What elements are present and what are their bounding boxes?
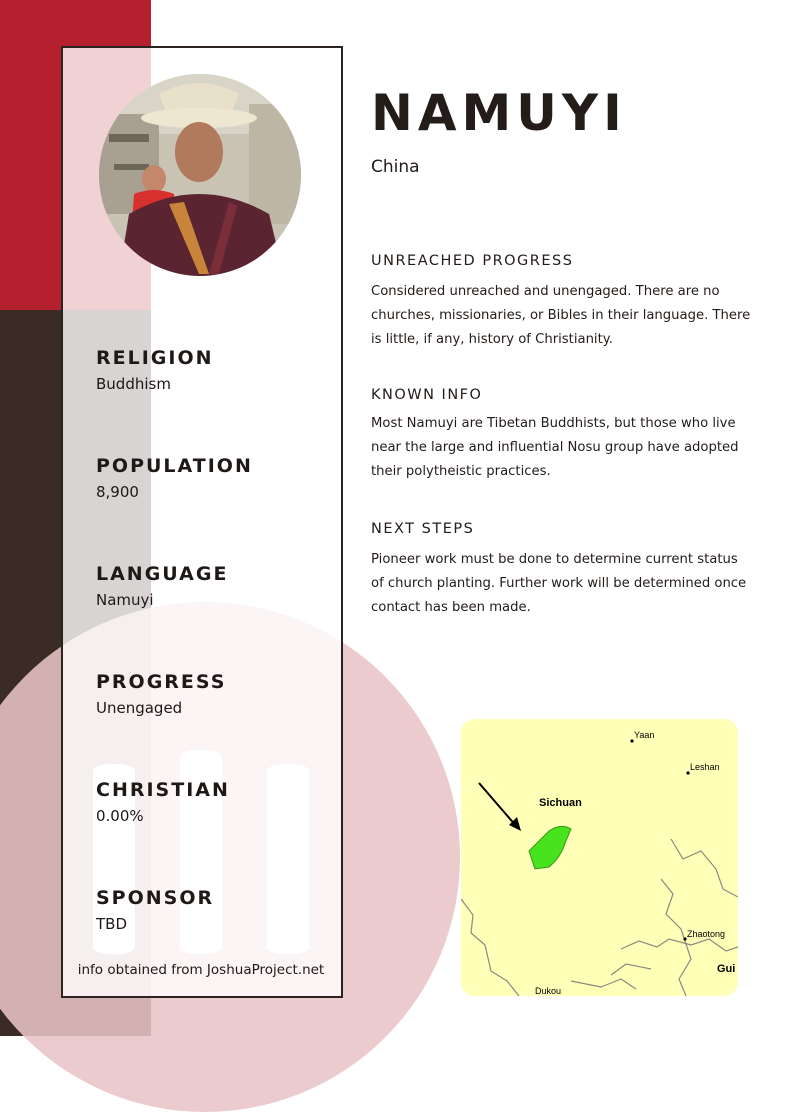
population-label: POPULATION	[96, 455, 253, 477]
country-label: China	[371, 157, 420, 177]
map-graphic	[461, 719, 738, 996]
religion-value: Buddhism	[96, 375, 171, 393]
map-label-dukou: Dukou	[535, 986, 562, 996]
known-info-heading: KNOWN INFO	[371, 387, 483, 403]
known-info-body: Most Namuyi are Tibetan Buddhists, but those who live near the large and influential Nosu group have adopted their polytheistic practices.	[371, 416, 739, 479]
progress-value: Unengaged	[96, 699, 183, 717]
christian-value: 0.00%	[96, 807, 144, 825]
map-label-yaan: Yaan	[634, 730, 655, 740]
sponsor-value: TBD	[96, 915, 128, 933]
next-steps-body: Pioneer work must be done to determine current status of church planting. Further work will be determined once contact has been made.	[371, 552, 747, 615]
map-label-gui: Gui	[717, 963, 736, 975]
map-label-sichuan: Sichuan	[539, 797, 582, 809]
unreached-progress-body: Considered unreached and unengaged. There are no churches, missionaries, or Bibles in their language. There is little, if any, history of Christianity.	[371, 284, 751, 347]
religion-label: RELIGION	[96, 347, 214, 369]
source-credit: info obtained from JoshuaProject.net	[77, 962, 325, 978]
page-title: NAMUYI	[371, 84, 627, 142]
map-label-zhaotong: Zhaotong	[687, 929, 726, 939]
christian-label: CHRISTIAN	[96, 779, 230, 801]
language-label: LANGUAGE	[96, 563, 229, 585]
progress-label: PROGRESS	[96, 671, 227, 693]
location-map	[461, 719, 738, 996]
unreached-progress-heading: UNREACHED PROGRESS	[371, 253, 574, 269]
profile-photo	[99, 74, 301, 276]
sponsor-label: SPONSOR	[96, 887, 215, 909]
next-steps-heading: NEXT STEPS	[371, 521, 475, 537]
population-value: 8,900	[96, 483, 139, 501]
map-label-leshan: Leshan	[690, 762, 720, 772]
person-portrait-icon	[99, 74, 301, 276]
language-value: Namuyi	[96, 591, 154, 609]
decorative-pillar	[267, 764, 309, 954]
